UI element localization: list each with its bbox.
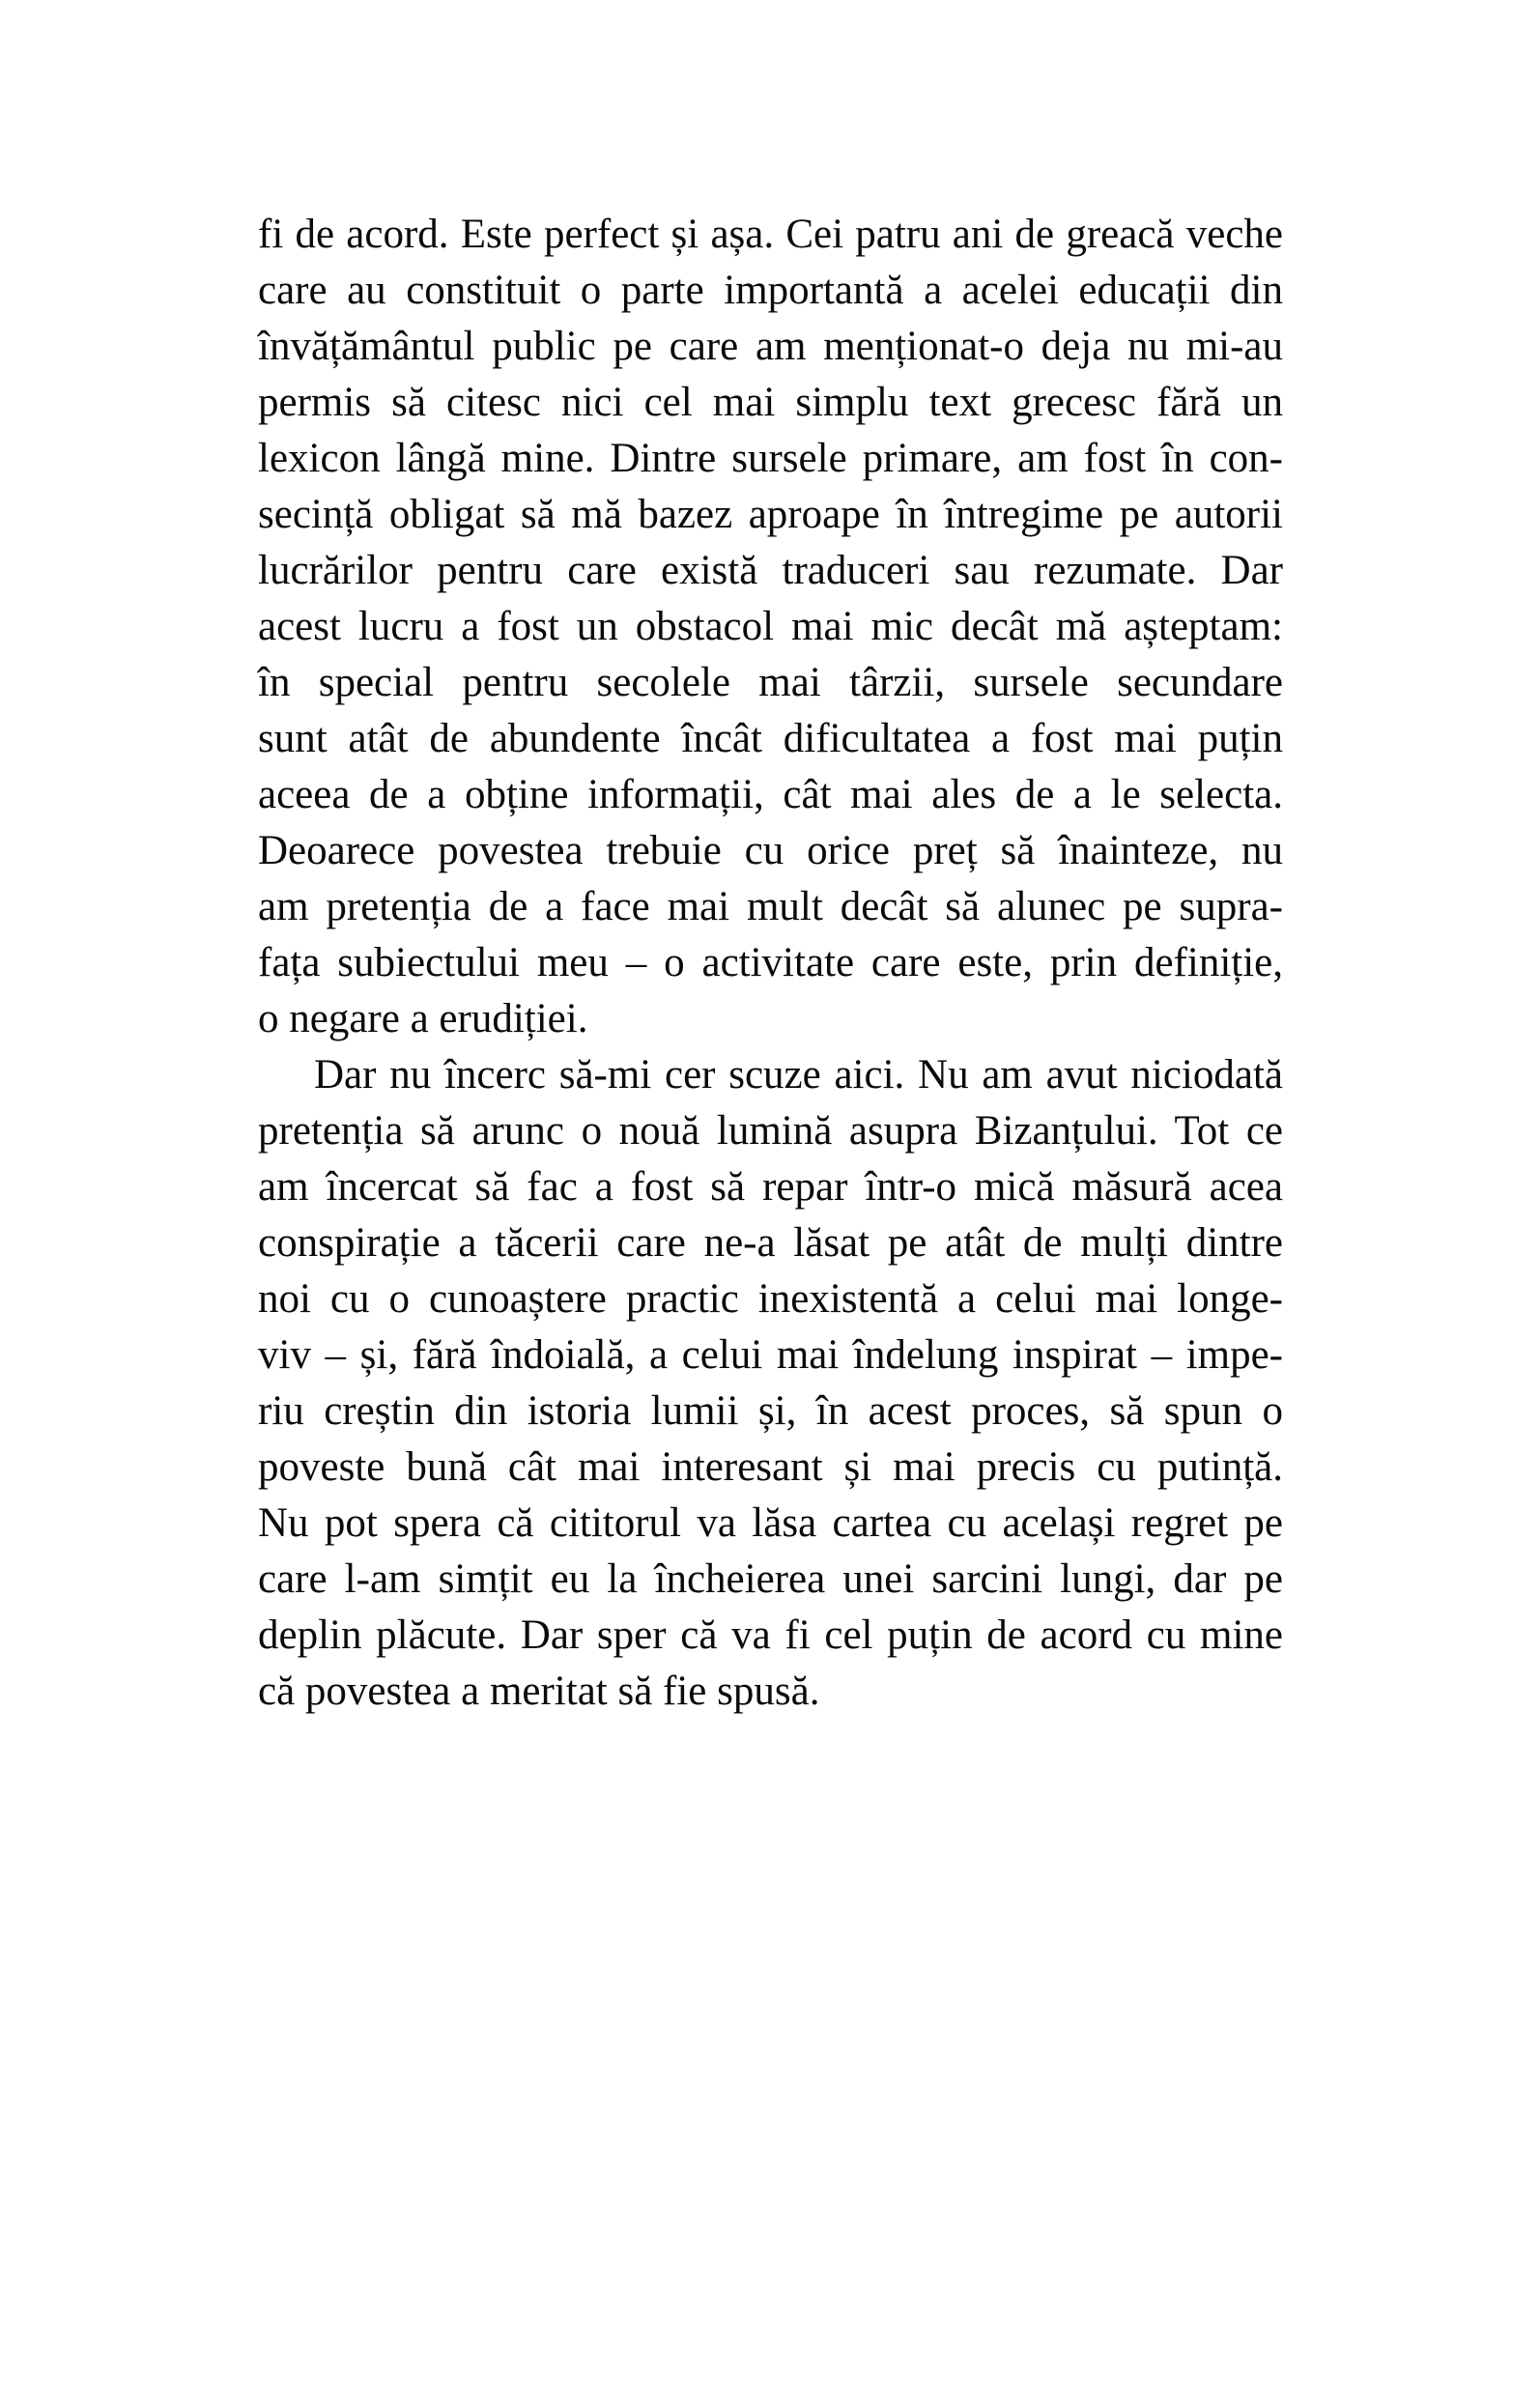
text-line: aceea de a obține informații, cât mai ales de a le selecta. [258,772,1283,817]
text-line: care au constituit o parte importantă a acelei educații din [258,268,1283,313]
text-line: fața subiectului meu – o activitate care este, prin definiție, [258,940,1283,985]
text-line: Dar nu încerc să-mi cer scuze aici. Nu am avut niciodată [314,1052,1283,1098]
text-line: Nu pot spera că cititorul va lăsa cartea cu același regret pe [258,1500,1283,1546]
text-line: viv – și, fără îndoială, a celui mai îndelung inspirat – impe- [258,1332,1283,1378]
paragraph [258,1047,1283,1720]
text-line: care l-am simțit eu la încheierea unei sarcini lungi, dar pe [258,1556,1283,1602]
text-line: Deoarece povestea trebuie cu orice preț să înainteze, nu [258,828,1283,873]
text-line: lucrărilor pentru care există traduceri sau rezumate. Dar [258,548,1283,593]
text-line: poveste bună cât mai interesant și mai precis cu putință. [258,1444,1283,1490]
text-line: secință obligat să mă bazez aproape în întregime pe autorii [258,492,1283,537]
text-line: conspirație a tăcerii care ne-a lăsat pe atât de mulți dintre [258,1220,1283,1266]
text-line: permis să citesc nici cel mai simplu text grecesc fără un [258,380,1283,425]
text-line: învățământul public pe care am menționat-o deja nu mi-au [258,324,1283,369]
text-line: deplin plăcute. Dar sper că va fi cel puțin de acord cu mine [258,1612,1283,1658]
text-line: în special pentru secolele mai târzii, sursele secundare [258,660,1283,705]
text-line: acest lucru a fost un obstacol mai mic decât mă așteptam: [258,604,1283,649]
text-block [258,207,1283,1720]
text-line: sunt atât de abundente încât dificultatea a fost mai puțin [258,716,1283,761]
text-line: fi de acord. Este perfect și așa. Cei patru ani de greacă veche [258,212,1283,257]
text-line: lexicon lângă mine. Dintre sursele primare, am fost în con- [258,436,1283,481]
text-line: riu creștin din istoria lumii și, în acest proces, să spun o [258,1388,1283,1434]
text-line: am încercat să fac a fost să repar într-o mică măsură acea [258,1164,1283,1210]
text-line: noi cu o cunoaștere practic inexistentă a celui mai longe- [258,1276,1283,1322]
text-line: o negare a erudiției. [258,996,588,1041]
text-line: am pretenția de a face mai mult decât să alunec pe supra- [258,884,1283,929]
text-line: că povestea a meritat să fie spusă. [258,1669,820,1714]
text-line: pretenția să arunc o nouă lumină asupra Bizanțului. Tot ce [258,1108,1283,1154]
paragraph [258,207,1283,1047]
